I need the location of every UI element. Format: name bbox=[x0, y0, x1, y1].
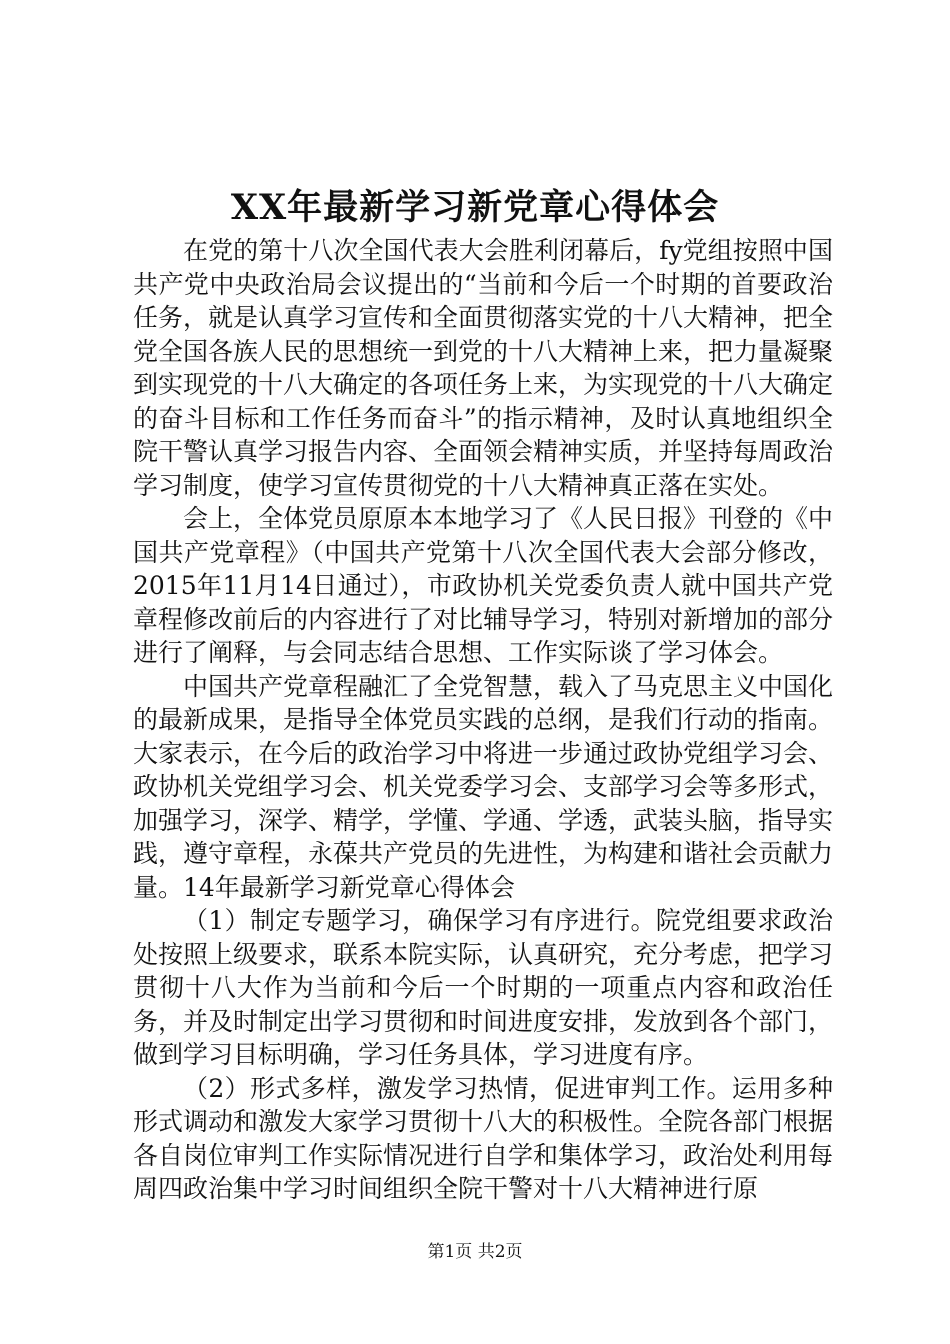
paragraph-3: 中国共产党章程融汇了全党智慧，载入了马克思主义中国化的最新成果，是指导全体党员实践的总纲，是我们行动的指南。大家表示，在今后的政治学习中将进一步通过政协党组学习会、政协机关党组学习会、机关党委学习会、支部学习会等多形式，加强学习，深学、精学，学懂、学通、学透，武装头脑，指导实践，遵守章程，永葆共产党员的先进性，为构建和谐社会贡献力量。14年最新学习新党章心得体会 bbox=[133, 671, 834, 902]
paragraph-1: 在党的第十八次全国代表大会胜利闭幕后，fy党组按照中国共产党中央政治局会议提出的“当前和今后一个时期的首要政治任务，就是认真学习宣传和全面贯彻落实党的十八大精神，把全党全国各族人民的思想统一到党的十八大精神上来，把力量凝聚到实现党的十八大确定的各项任务上来，为实现党的十八大确定的奋斗目标和工作任务而奋斗”的指示精神，及时认真地组织全院干警认真学习报告内容、全面领会精神实质，并坚持每周政治学习制度，使学习宣传贯彻党的十八大精神真正落在实处。 bbox=[133, 236, 834, 500]
paragraph-4: （1）制定专题学习，确保学习有序进行。院党组要求政治处按照上级要求，联系本院实际，认真研究，充分考虑，把学习贯彻十八大作为当前和今后一个时期的一项重点内容和政治任务，并及时制定出学习贯彻和时间进度安排，发放到各个部门，做到学习目标明确，学习任务具体，学习进度有序。 bbox=[133, 906, 834, 1069]
page-footer: 第1页 共2页 bbox=[427, 1242, 523, 1262]
document-body bbox=[133, 234, 833, 1206]
document-title: XX年最新学习新党章心得体会 bbox=[230, 187, 720, 228]
paragraph-2: 会上，全体党员原原本本地学习了《人民日报》刊登的《中国共产党章程》（中国共产党第十八次全国代表大会部分修改，2015年11月14日通过），市政协机关党委负责人就中国共产党章程修改前后的内容进行了对比辅导学习，特别对新增加的部分进行了阐释，与会同志结合思想、工作实际谈了学习体会。 bbox=[133, 504, 834, 667]
paragraph-5: （2）形式多样，激发学习热情，促进审判工作。运用多种形式调动和激发大家学习贯彻十八大的积极性。全院各部门根据各自岗位审判工作实际情况进行自学和集体学习，政治处利用每周四政治集中学习时间组织全院干警对十八大精神进行原 bbox=[133, 1073, 834, 1203]
